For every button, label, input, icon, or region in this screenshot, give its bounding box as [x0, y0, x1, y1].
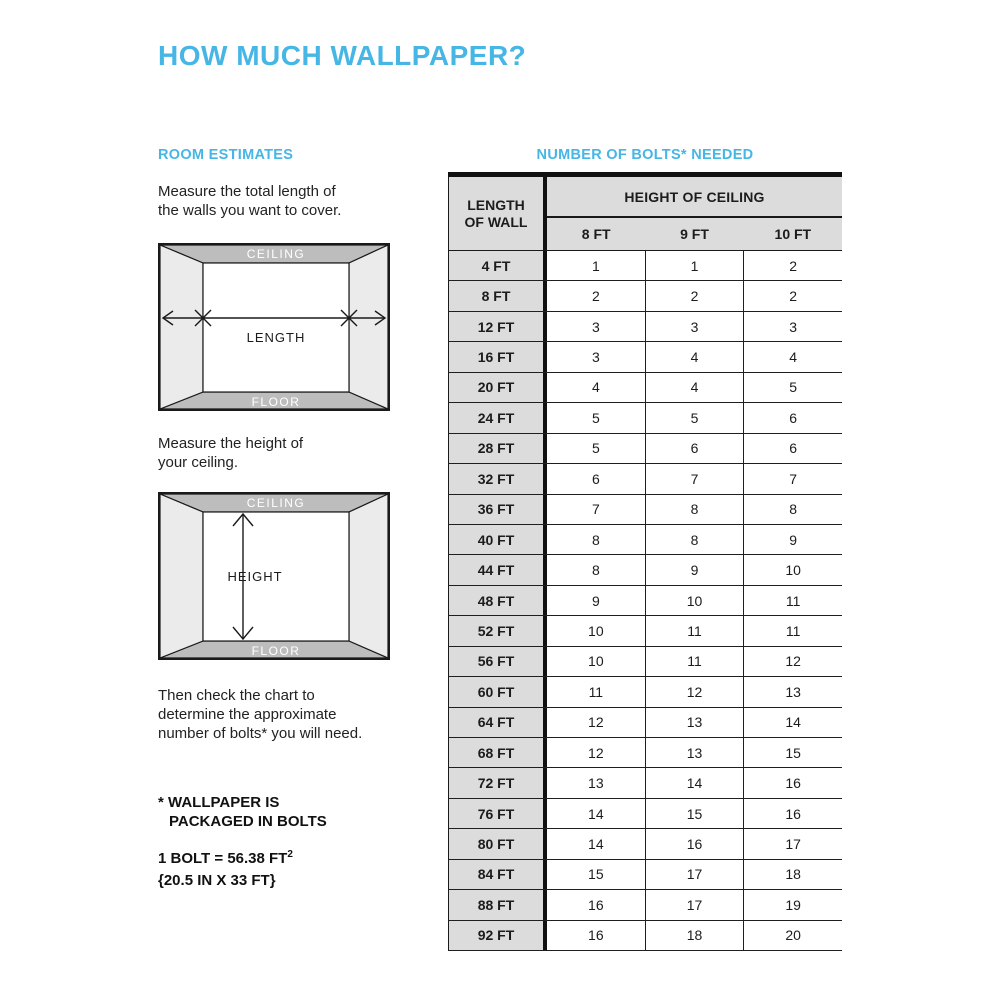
bolt-count-cell: 10: [645, 586, 744, 615]
table-row: [448, 616, 842, 646]
bolt-count-cell: 6: [743, 403, 842, 432]
table-row: [448, 768, 842, 798]
bolt-count-cell: 8: [645, 495, 744, 524]
column-header-9ft: 9 FT: [680, 226, 709, 243]
bolt-count-cell: 9: [645, 555, 744, 584]
length-dimension-label: LENGTH: [246, 330, 306, 345]
table-row: [448, 647, 842, 677]
table-row: [448, 434, 842, 464]
bolt-count-cell: 16: [645, 829, 744, 858]
length-of-wall-header-cell: [448, 177, 547, 250]
floor-label: FLOOR: [251, 644, 301, 658]
bolt-count-cell: 16: [743, 768, 842, 797]
table-row: [448, 251, 842, 281]
bolt-count-cell: 1: [547, 251, 645, 280]
bolt-count-cell: 3: [645, 312, 744, 341]
bolt-size-info: [158, 848, 293, 892]
wall-length-cell: 88 FT: [448, 890, 547, 919]
room-perspective-height-illustration: [158, 492, 390, 660]
bolt-count-cell: 7: [743, 464, 842, 493]
wall-length-cell: 12 FT: [448, 312, 547, 341]
instruction-step-3: [158, 686, 438, 743]
table-row: [448, 890, 842, 920]
instruction-line: Measure the height of: [158, 435, 304, 452]
wall-length-cell: 64 FT: [448, 708, 547, 737]
bolt-count-cell: 12: [743, 647, 842, 676]
wall-length-cell: 48 FT: [448, 586, 547, 615]
bolt-count-cell: 10: [743, 555, 842, 584]
bolt-count-cell: 10: [547, 647, 645, 676]
ceiling-label: CEILING: [246, 496, 306, 510]
wall-length-cell: 32 FT: [448, 464, 547, 493]
wall-length-cell: 8 FT: [448, 281, 547, 310]
table-row: [448, 373, 842, 403]
room-estimates-heading: ROOM ESTIMATES: [158, 147, 294, 163]
bolt-count-cell: 20: [743, 921, 842, 950]
bolt-count-cell: 14: [547, 829, 645, 858]
bolt-count-cell: 16: [743, 799, 842, 828]
table-row: [448, 281, 842, 311]
height-room-diagram: [158, 492, 390, 665]
table-row: [448, 799, 842, 829]
ceiling-label: CEILING: [246, 247, 306, 261]
bolt-count-cell: 1: [645, 251, 744, 280]
bolt-count-cell: 14: [547, 799, 645, 828]
ceiling-height-header-group: [547, 177, 842, 250]
table-row: [448, 860, 842, 890]
bolt-count-cell: 8: [547, 525, 645, 554]
bolt-count-cell: 14: [743, 708, 842, 737]
instruction-line: Then check the chart to: [158, 687, 315, 704]
table-row: [448, 677, 842, 707]
instruction-line: Measure the total length of: [158, 183, 336, 200]
table-row: [448, 555, 842, 585]
wall-length-cell: 44 FT: [448, 555, 547, 584]
wall-length-cell: 28 FT: [448, 434, 547, 463]
wall-length-cell: 52 FT: [448, 616, 547, 645]
header-line: OF WALL: [464, 213, 528, 230]
bolt-count-cell: 4: [645, 342, 744, 371]
bolt-count-cell: 4: [645, 373, 744, 402]
wall-length-cell: 84 FT: [448, 860, 547, 889]
bolt-count-cell: 18: [743, 860, 842, 889]
bolt-count-cell: 15: [645, 799, 744, 828]
bolt-count-cell: 11: [547, 677, 645, 706]
bolt-equation: [158, 848, 293, 870]
bolt-count-cell: 11: [645, 616, 744, 645]
instruction-step-2: [158, 434, 418, 472]
instruction-line: your ceiling.: [158, 454, 239, 471]
bolt-count-cell: 7: [645, 464, 744, 493]
bolt-count-cell: 6: [743, 434, 842, 463]
height-of-ceiling-header-cell: HEIGHT OF CEILING: [547, 177, 842, 218]
wall-length-cell: 68 FT: [448, 738, 547, 767]
back-wall-surface: [203, 263, 349, 392]
footnote-line: * WALLPAPER IS: [158, 794, 280, 811]
bolt-count-cell: 13: [645, 708, 744, 737]
header-line: LENGTH: [467, 196, 525, 213]
bolt-count-cell: 16: [547, 890, 645, 919]
bolt-count-cell: 11: [645, 647, 744, 676]
bolt-count-cell: 2: [743, 251, 842, 280]
table-row: [448, 586, 842, 616]
bolt-count-cell: 5: [547, 403, 645, 432]
bolt-count-cell: 9: [547, 586, 645, 615]
right-wall-surface: [349, 494, 388, 658]
wall-length-cell: 72 FT: [448, 768, 547, 797]
length-room-diagram: [158, 243, 390, 416]
bolt-count-cell: 14: [645, 768, 744, 797]
instruction-line: determine the approximate: [158, 706, 337, 723]
bolt-count-cell: 6: [645, 434, 744, 463]
bolt-count-cell: 2: [645, 281, 744, 310]
wall-length-cell: 24 FT: [448, 403, 547, 432]
bolt-count-cell: 12: [547, 708, 645, 737]
table-row: [448, 464, 842, 494]
bolt-count-cell: 3: [743, 312, 842, 341]
table-row: [448, 342, 842, 372]
wall-length-cell: 20 FT: [448, 373, 547, 402]
floor-label: FLOOR: [251, 395, 301, 409]
bolts-footnote: [158, 793, 327, 831]
table-row: [448, 708, 842, 738]
wall-length-cell: 16 FT: [448, 342, 547, 371]
bolt-count-cell: 5: [743, 373, 842, 402]
bolt-count-cell: 4: [743, 342, 842, 371]
instruction-line: number of bolts* you will need.: [158, 725, 363, 742]
bolt-count-cell: 2: [743, 281, 842, 310]
bolt-count-cell: 13: [743, 677, 842, 706]
wall-length-cell: 4 FT: [448, 251, 547, 280]
bolt-count-cell: 8: [547, 555, 645, 584]
bolt-count-cell: 15: [547, 860, 645, 889]
room-perspective-length-illustration: [158, 243, 390, 411]
bolt-count-cell: 5: [547, 434, 645, 463]
bolt-count-cell: 17: [645, 860, 744, 889]
table-row: [448, 921, 842, 951]
table-row: [448, 829, 842, 859]
table-row: [448, 738, 842, 768]
bolt-count-cell: 12: [645, 677, 744, 706]
bolt-count-cell: 17: [645, 890, 744, 919]
left-wall-surface: [160, 245, 203, 409]
bolt-count-cell: 10: [547, 616, 645, 645]
bolt-count-cell: 18: [645, 921, 744, 950]
right-wall-surface: [349, 245, 388, 409]
bolt-count-cell: 9: [743, 525, 842, 554]
table-row: [448, 312, 842, 342]
bolt-count-cell: 11: [743, 616, 842, 645]
bolt-count-cell: 6: [547, 464, 645, 493]
wall-length-cell: 56 FT: [448, 647, 547, 676]
bolt-dimensions: {20.5 IN X 33 FT}: [158, 872, 276, 889]
wall-length-cell: 92 FT: [448, 921, 547, 950]
table-row: [448, 525, 842, 555]
ceiling-height-subheader-row: [547, 218, 842, 250]
bolts-table-body: [448, 251, 842, 951]
bolt-count-cell: 12: [547, 738, 645, 767]
bolt-count-cell: 8: [645, 525, 744, 554]
instruction-line: the walls you want to cover.: [158, 202, 342, 219]
bolt-count-cell: 7: [547, 495, 645, 524]
column-header-10ft: 10 FT: [774, 226, 812, 243]
column-header-8ft: 8 FT: [581, 226, 611, 243]
bolt-count-cell: 13: [547, 768, 645, 797]
bolt-count-cell: 2: [547, 281, 645, 310]
wall-length-cell: 80 FT: [448, 829, 547, 858]
bolt-count-cell: 13: [645, 738, 744, 767]
table-header: [448, 177, 842, 251]
bolt-count-cell: 4: [547, 373, 645, 402]
table-row: [448, 495, 842, 525]
bolt-count-cell: 17: [743, 829, 842, 858]
bolts-table-heading: NUMBER OF BOLTS* NEEDED: [536, 147, 754, 163]
bolt-count-cell: 3: [547, 342, 645, 371]
left-wall-surface: [160, 494, 203, 658]
bolt-count-cell: 16: [547, 921, 645, 950]
wall-length-cell: 40 FT: [448, 525, 547, 554]
footnote-line: PACKAGED IN BOLTS: [169, 813, 327, 830]
wall-length-cell: 60 FT: [448, 677, 547, 706]
bolt-count-cell: 5: [645, 403, 744, 432]
bolt-count-cell: 15: [743, 738, 842, 767]
instruction-step-1: [158, 182, 418, 220]
bolt-equation-text: 1 BOLT = 56.38 FT: [158, 850, 288, 867]
bolt-count-cell: 3: [547, 312, 645, 341]
bolt-equation-superscript: 2: [287, 849, 293, 860]
page-title: HOW MUCH WALLPAPER?: [158, 40, 527, 71]
bolt-count-cell: 19: [743, 890, 842, 919]
bolt-count-cell: 11: [743, 586, 842, 615]
bolts-needed-table: [448, 172, 842, 951]
wall-length-cell: 36 FT: [448, 495, 547, 524]
height-dimension-label: HEIGHT: [227, 569, 283, 584]
bolt-count-cell: 8: [743, 495, 842, 524]
table-row: [448, 403, 842, 433]
wall-length-cell: 76 FT: [448, 799, 547, 828]
